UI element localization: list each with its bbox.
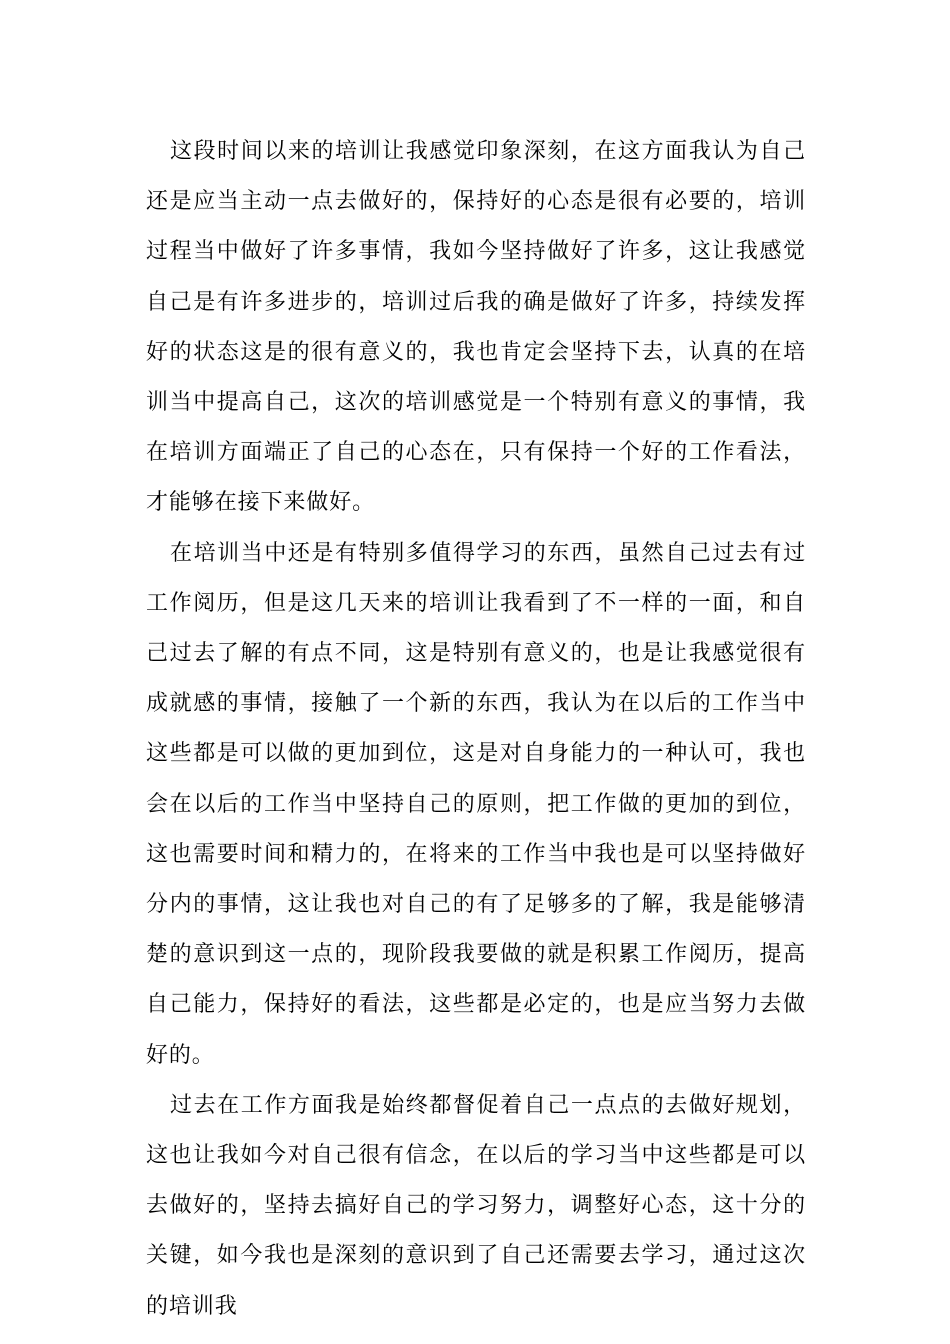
- paragraph-2: 在培训当中还是有特别多值得学习的东西，虽然自己过去有过工作阅历，但是这几天来的培训让我看到了不一样的一面，和自己过去了解的有点不同，这是特别有意义的，也是让我感觉很有成就感的事情，接触了一个新的东西，我认为在以后的工作当中这些都是可以做的更加到位，这是对自身能力的一种认可，我也会在以后的工作当中坚持自己的原则，把工作做的更加的到位，这也需要时间和精力的，在将来的工作当中我也是可以坚持做好分内的事情，这让我也对自己的有了足够多的了解，我是能够清楚的意识到这一点的，现阶段我要做的就是积累工作阅历，提高自己能力，保持好的看法，这些都是必定的，也是应当努力去做好的。: [146, 540, 806, 1068]
- paragraph-1: 这段时间以来的培训让我感觉印象深刻，在这方面我认为自己还是应当主动一点去做好的，保持好的心态是很有必要的，培训过程当中做好了许多事情，我如今坚持做好了许多，这让我感觉自己是有许多进步的，培训过后我的确是做好了许多，持续发挥好的状态这是的很有意义的，我也肯定会坚持下去，认真的在培训当中提高自己，这次的培训感觉是一个特别有意义的事情，我在培训方面端正了自己的心态在，只有保持一个好的工作看法，才能够在接下来做好。: [146, 139, 806, 516]
- document-body: [146, 127, 806, 1332]
- paragraph-3: 过去在工作方面我是始终都督促着自己一点点的去做好规划，这也让我如今对自己很有信念，在以后的学习当中这些都是可以去做好的，坚持去搞好自己的学习努力，调整好心态，这十分的关键，如今我也是深刻的意识到了自己还需要去学习，通过这次的培训我: [146, 1092, 806, 1319]
